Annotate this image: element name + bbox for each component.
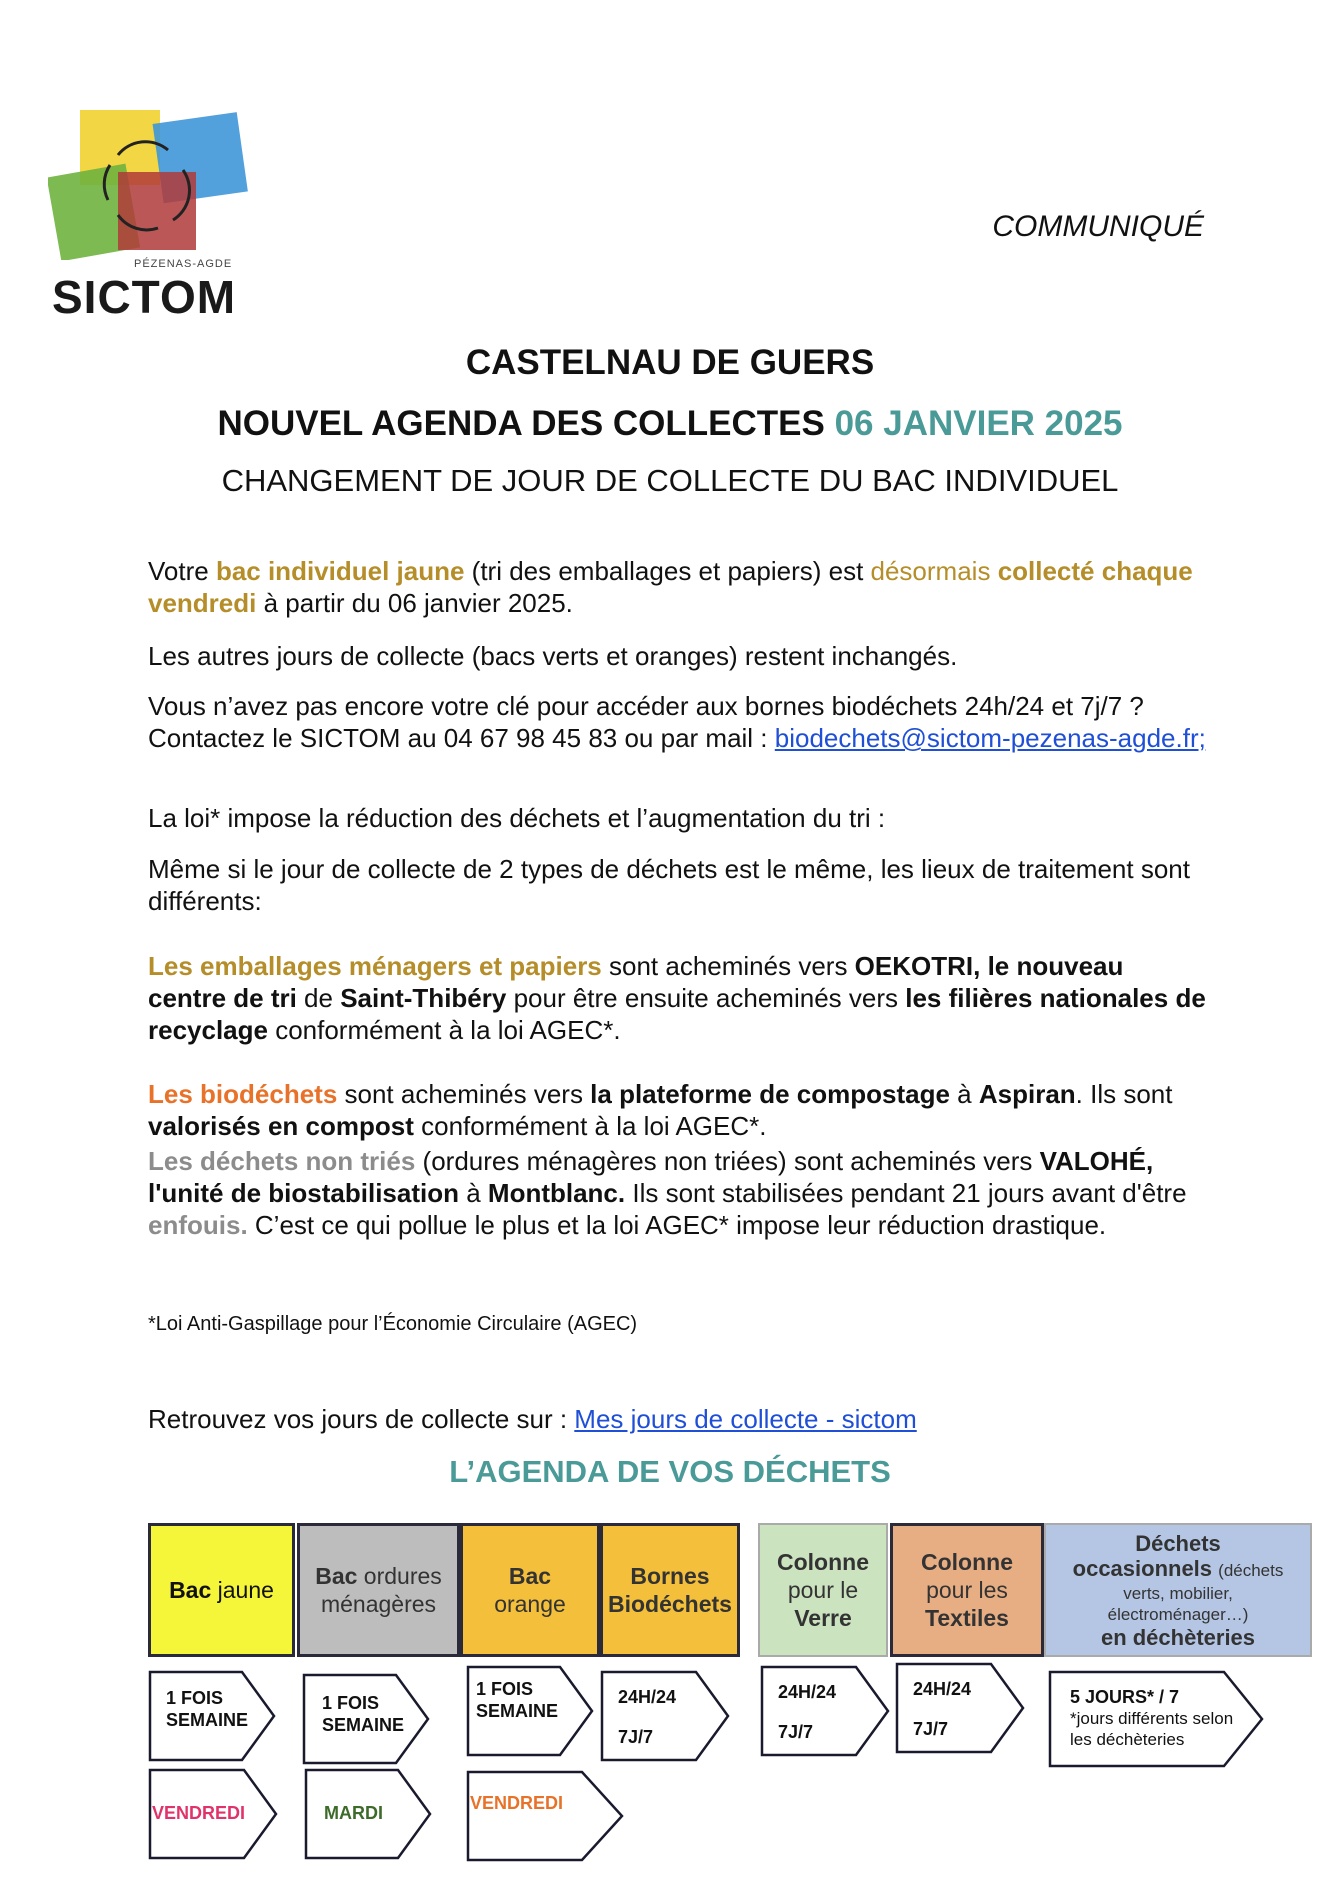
paragraph-treatment: Même si le jour de collecte de 2 types de déchets est le même, les lieux de traitement sont différents: — [148, 854, 1190, 916]
day-arrow-bac-jaune: VENDREDI — [148, 1768, 278, 1860]
freq-arrow-bac-ordures: 1 FOIS SEMAINE — [302, 1673, 430, 1765]
collection-days-link[interactable]: Mes jours de collecte - sictom — [574, 1404, 917, 1434]
freq-arrow-decheteries: 5 JOURS* / 7 *jours différents selon les déchèteries — [1048, 1670, 1264, 1768]
paragraph-contact: Vous n’avez pas encore votre clé pour accéder aux bornes biodéchets 24h/24 et 7j/7 ? Contactez le SICTOM au 04 67 98 45 83 ou par mail : biodechets@sictom-pezenas-agde.fr; — [148, 691, 1206, 753]
header-bac-orange: Bac orange — [460, 1523, 600, 1657]
page-subtitle — [0, 404, 1340, 444]
footnote: *Loi Anti-Gaspillage pour l’Économie Circulaire (AGEC) — [148, 1313, 638, 1335]
freq-arrow-colonne-verre: 24H/24 7J/7 — [760, 1665, 890, 1757]
paragraph-other-days: Les autres jours de collecte (bacs verts et oranges) restent inchangés. — [148, 641, 958, 671]
header-colonne-verre: Colonne pour le Verre — [758, 1523, 888, 1657]
paragraph-biodechets: Les biodéchets sont acheminés vers la plateforme de compostage à Aspiran. Ils sont valorisés en compost conformément à la loi AGEC*. — [148, 1079, 1173, 1141]
header-bac-ordures: Bac ordures ménagères — [297, 1523, 460, 1657]
logo-squares-icon — [48, 110, 248, 260]
agenda-title: L’AGENDA DE VOS DÉCHETS — [449, 1454, 891, 1489]
logo-name: SICTOM — [52, 271, 237, 323]
sictom-logo — [48, 110, 263, 325]
day-arrow-bac-orange: VENDREDI — [466, 1770, 624, 1862]
paragraph-bac-jaune: Votre bac individuel jaune (tri des emballages et papiers) est désormais collecté chaque vendredi à partir du 06 janvier 2025. — [148, 556, 1193, 618]
freq-arrow-colonne-textiles: 24H/24 7J/7 — [895, 1662, 1025, 1754]
freq-arrow-bornes-biodechets: 24H/24 7J/7 — [600, 1670, 730, 1762]
freq-arrow-bac-jaune: 1 FOIS SEMAINE — [148, 1670, 276, 1762]
paragraph-find-days: Retrouvez vos jours de collecte sur : Mes jours de collecte - sictom — [148, 1404, 917, 1434]
communique-label: COMMUNIQUÉ — [992, 210, 1204, 243]
subtitle-date: 06 JANVIER 2025 — [834, 404, 1123, 443]
header-decheteries: Déchets occasionnels (déchets verts, mobilier, électroménager…) en déchèteries — [1044, 1523, 1312, 1657]
email-link[interactable]: biodechets@sictom-pezenas-agde.fr; — [774, 723, 1206, 753]
freq-arrow-bac-orange: 1 FOIS SEMAINE — [466, 1665, 594, 1757]
page-title: CASTELNAU DE GUERS — [465, 343, 875, 382]
paragraph-non-tries: Les déchets non triés (ordures ménagères non triées) sont acheminés vers VALOHÉ, l'unité de biostabilisation à Montblanc. Ils sont stabilisées pendant 21 jours avant d'être enfouis. C’est ce qui pollue le plus et la loi AGEC* impose leur réduction drastique. — [148, 1146, 1187, 1240]
day-arrow-bac-ordures: MARDI — [304, 1768, 432, 1860]
paragraph-law: La loi* impose la réduction des déchets et l’augmentation du tri : — [148, 803, 886, 833]
subtitle-main: NOUVEL AGENDA DES COLLECTES — [217, 404, 825, 443]
header-bac-jaune: Bac jaune — [148, 1523, 295, 1657]
paragraph-emballages: Les emballages ménagers et papiers sont acheminés vers OEKOTRI, le nouveau centre de tri de Saint-Thibéry pour être ensuite acheminés vers les filières nationales de recyclage conformément à la loi AGEC*. — [148, 951, 1206, 1045]
page-heading: CHANGEMENT DE JOUR DE COLLECTE DU BAC INDIVIDUEL — [221, 463, 1119, 498]
logo-subtitle: PÉZENAS-AGDE — [134, 258, 233, 270]
header-colonne-textiles: Colonne pour les Textiles — [890, 1523, 1044, 1657]
header-bornes-biodechets: Bornes Biodéchets — [600, 1523, 740, 1657]
